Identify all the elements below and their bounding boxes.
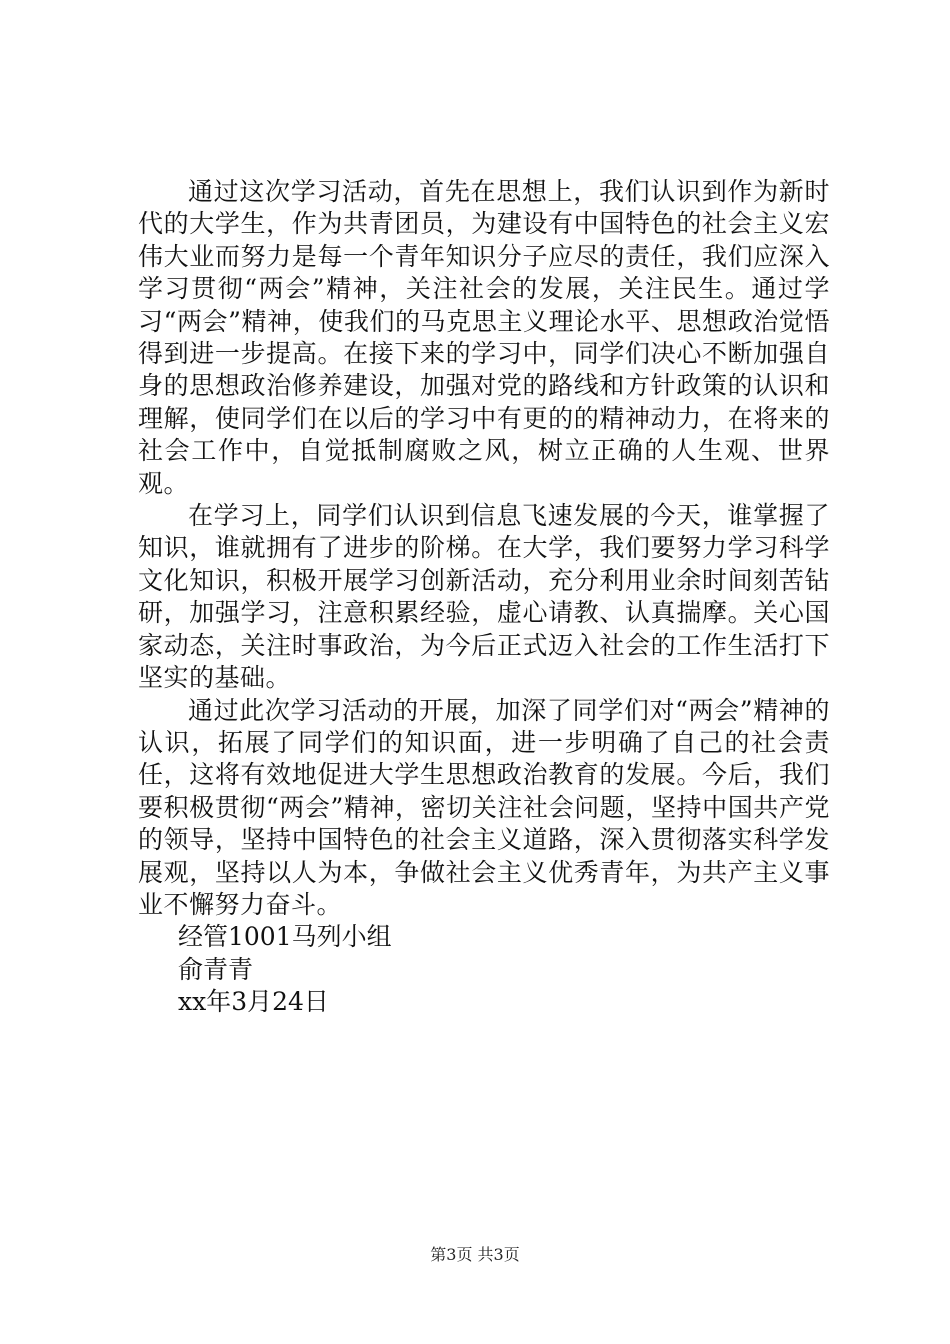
page-footer: 第3页 共3页	[430, 1245, 520, 1264]
paragraph-2: 在学习上，同学们认识到信息飞速发展的今天，谁掌握了知识，谁就拥有了进步的阶梯。在大学，我们要努力学习科学文化知识，积极开展学习创新活动，充分利用业余时间刻苦钻研，加强学习，注意积累经验，虚心请教、认真揣摩。关心国家动态，关注时事政治，为今后正式迈入社会的工作生活打下坚实的基础。	[138, 501, 830, 693]
signature-group: 经管1001马列小组	[178, 922, 392, 952]
document-body	[138, 176, 830, 1019]
signature-name: 俞青青	[178, 954, 254, 984]
paragraph-3: 通过此次学习活动的开展，加深了同学们对“两会”精神的认识，拓展了同学们的知识面，进一步明确了自己的社会责任，这将有效地促进大学生思想政治教育的发展。今后，我们要积极贯彻“两会”精神，密切关注社会问题，坚持中国共产党的领导，坚持中国特色的社会主义道路，深入贯彻落实科学发展观，坚持以人为本，争做社会主义优秀青年，为共产主义事业不懈努力奋斗。	[138, 695, 830, 919]
signature-date: xx年3月24日	[178, 987, 329, 1017]
paragraph-1: 通过这次学习活动，首先在思想上，我们认识到作为新时代的大学生，作为共青团员，为建设有中国特色的社会主义宏伟大业而努力是每一个青年知识分子应尽的责任，我们应深入学习贯彻“两会”精神，关注社会的发展，关注民生。通过学习“两会”精神，使我们的马克思主义理论水平、思想政治觉悟得到进一步提高。在接下来的学习中，同学们决心不断加强自身的思想政治修养建设，加强对党的路线和方针政策的认识和理解，使同学们在以后的学习中有更的的精神动力，在将来的社会工作中，自觉抵制腐败之风，树立正确的人生观、世界观。	[138, 177, 830, 498]
